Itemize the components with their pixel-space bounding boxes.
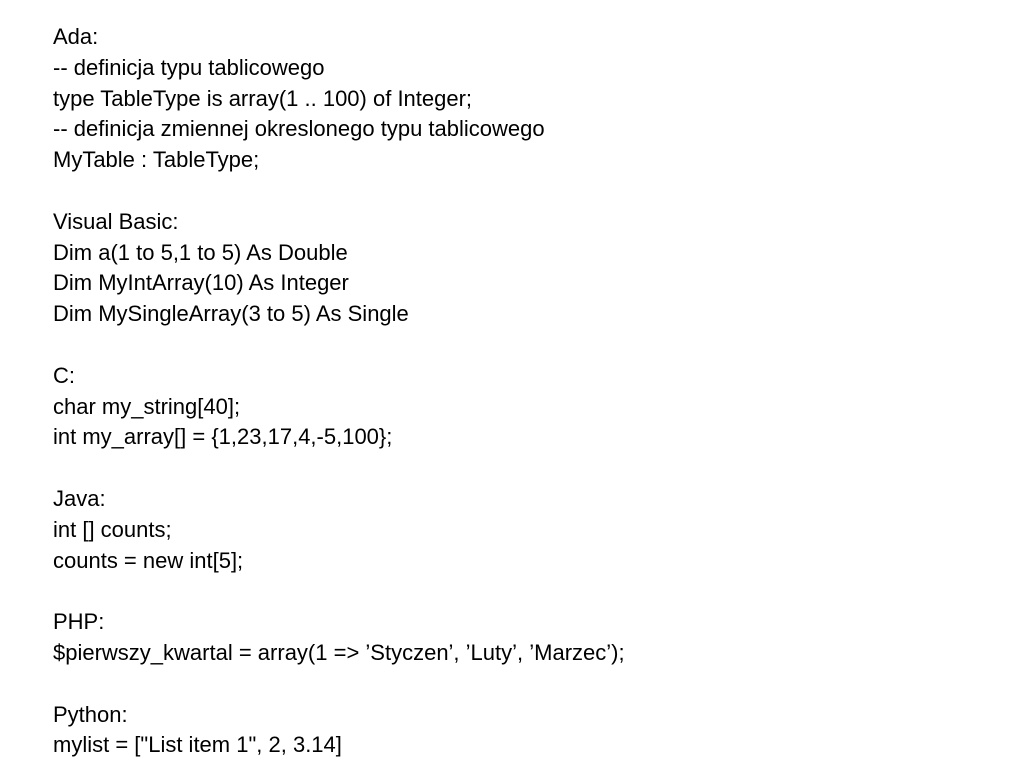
code-line: type TableType is array(1 .. 100) of Integer; [53, 85, 473, 111]
section-visual-basic [53, 207, 1013, 330]
code-line: $pierwszy_kwartal = array(1 => ’Styczen’, ’Luty’, ’Marzec’); [53, 639, 625, 665]
slide-content [53, 22, 1013, 761]
code-line: Dim MySingleArray(3 to 5) As Single [53, 301, 409, 327]
section-spacer [53, 669, 1013, 700]
code-line: -- definicja zmiennej okreslonego typu tablicowego [53, 116, 545, 142]
code-line: int [] counts; [53, 516, 172, 542]
section-spacer [53, 330, 1013, 361]
code-line: MyTable : TableType; [53, 147, 260, 173]
code-line: char my_string[40]; [53, 393, 241, 419]
section-c [53, 361, 1013, 453]
code-line: int my_array[] = {1,23,17,4,-5,100}; [53, 424, 393, 450]
section-spacer [53, 176, 1013, 207]
section-spacer [53, 576, 1013, 607]
section-heading: C: [53, 362, 75, 388]
section-heading: Python: [53, 701, 128, 727]
section-heading: Java: [53, 485, 106, 511]
section-php [53, 607, 1013, 669]
section-spacer [53, 453, 1013, 484]
section-heading: Ada: [53, 24, 99, 49]
code-line: Dim MyIntArray(10) As Integer [53, 270, 349, 296]
code-line: Dim a(1 to 5,1 to 5) As Double [53, 239, 348, 265]
section-python [53, 700, 1013, 762]
section-heading: Visual Basic: [53, 208, 179, 234]
code-line: counts = new int[5]; [53, 547, 244, 573]
section-java [53, 484, 1013, 576]
section-heading: PHP: [53, 609, 105, 635]
code-line: -- definicja typu tablicowego [53, 54, 325, 80]
code-line: mylist = ["List item 1", 2, 3.14] [53, 732, 342, 758]
section-ada [53, 22, 1013, 176]
